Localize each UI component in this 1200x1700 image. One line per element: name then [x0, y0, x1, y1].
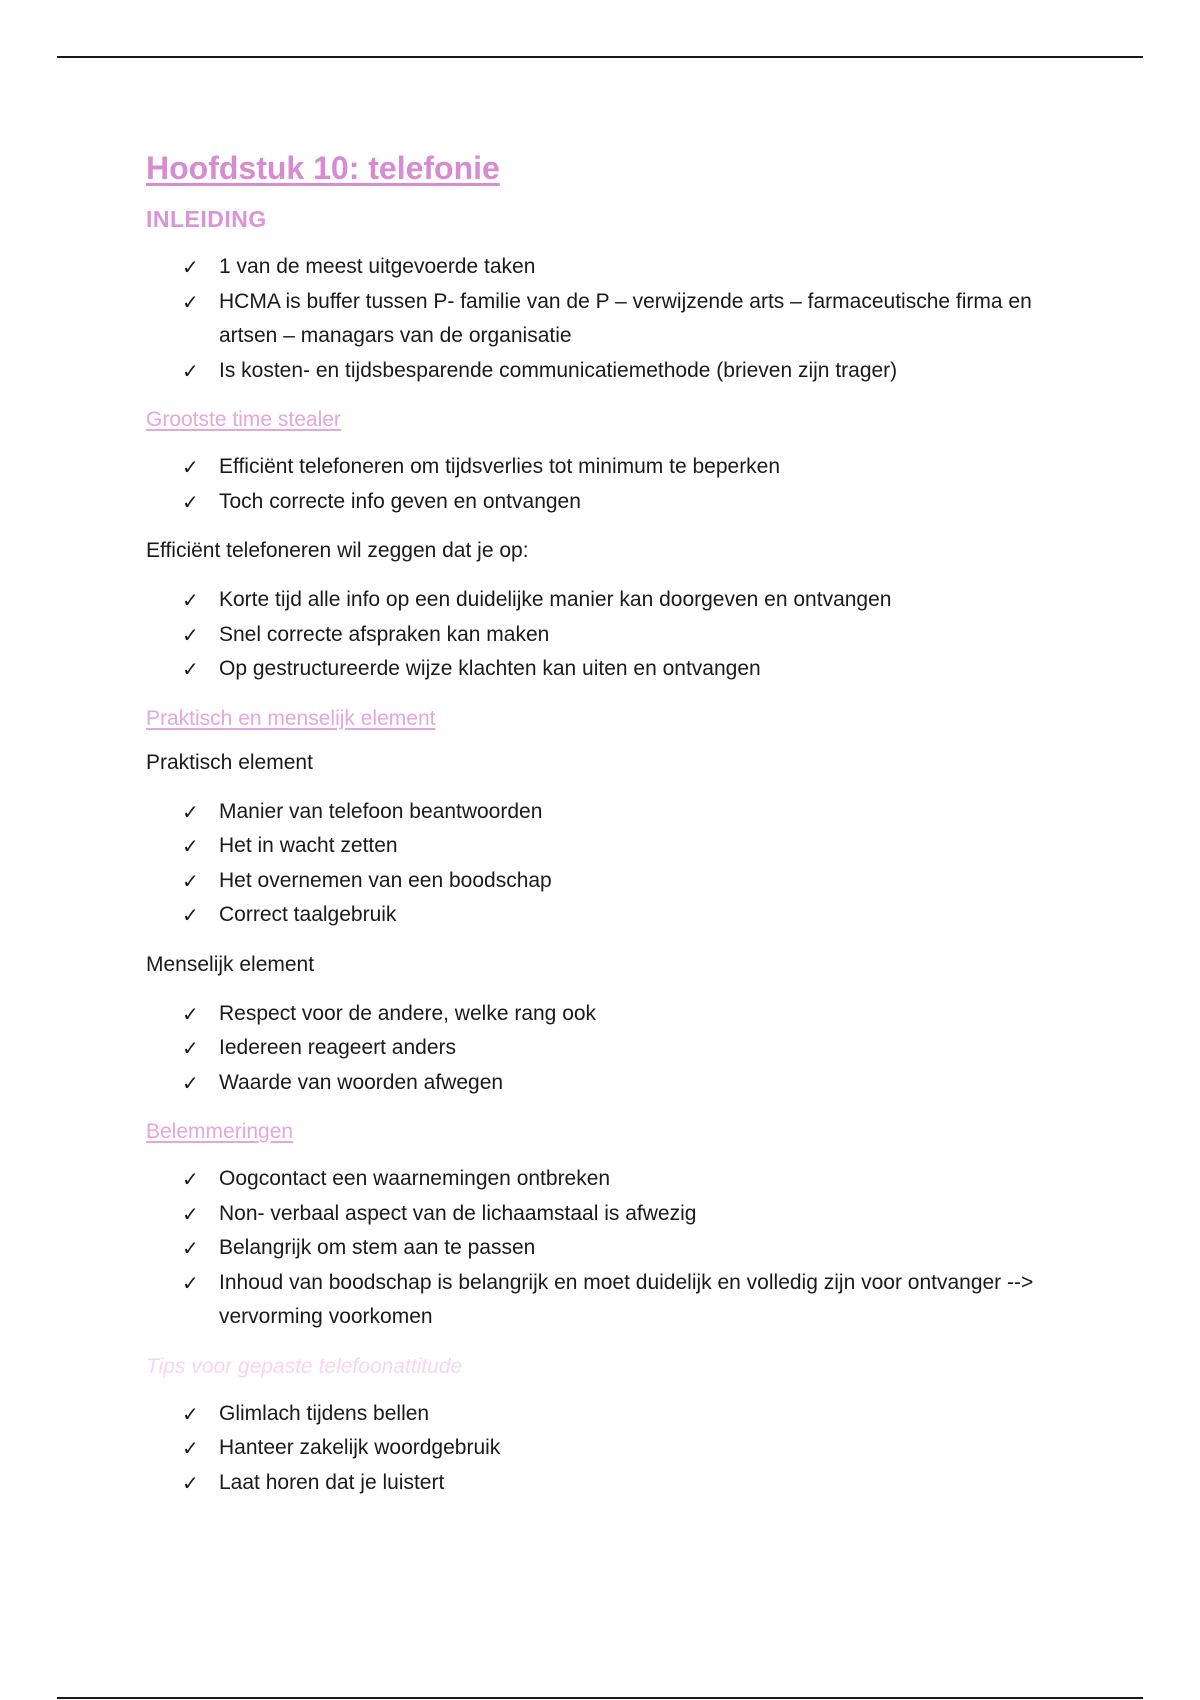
list-item-text: Respect voor de andere, welke rang ook — [219, 1001, 597, 1025]
list-item — [182, 583, 1086, 618]
checkmark-icon: ✓ — [182, 358, 199, 383]
list-menselijk — [146, 997, 1086, 1101]
list-item-text: Inhoud van boodschap is belangrijk en moet duidelijk en volledig zijn voor ontvanger --> vervorming voorkomen — [219, 1270, 1034, 1328]
list-item-text: Oogcontact een waarnemingen ontbreken — [219, 1167, 611, 1190]
checkmark-icon: ✓ — [182, 1001, 199, 1026]
list-item-text: Toch correcte info geven en ontvangen — [219, 489, 581, 513]
list-item-text: Het in wacht zetten — [219, 834, 398, 857]
list-item — [182, 1431, 1086, 1466]
label-praktisch: Praktisch element — [146, 750, 313, 774]
list-item-text: Correct taalgebruik — [219, 903, 397, 926]
page-title: Hoofdstuk 10: telefonie — [146, 150, 500, 186]
list-item-text: Snel correcte afspraken kan maken — [219, 622, 550, 646]
checkmark-icon: ✓ — [182, 255, 199, 279]
top-rule — [57, 56, 1143, 58]
list-item — [182, 1066, 1086, 1101]
list-praktisch — [146, 795, 1086, 933]
list-tips — [146, 1397, 1086, 1501]
section-heading-inleiding: INLEIDING — [146, 206, 267, 232]
checkmark-icon: ✓ — [182, 489, 199, 514]
list-item — [182, 354, 1086, 389]
subheading-time-stealer[interactable]: Grootste time stealer — [146, 408, 341, 431]
checkmark-icon: ✓ — [182, 1036, 199, 1060]
checkmark-icon: ✓ — [182, 1470, 199, 1495]
list-item-text: Glimlach tijdens bellen — [219, 1401, 430, 1425]
list-item — [182, 1231, 1086, 1266]
checkmark-icon: ✓ — [182, 622, 199, 647]
checkmark-icon: ✓ — [182, 834, 199, 858]
list-item — [182, 485, 1086, 520]
list-efficient — [146, 583, 1086, 687]
list-item-text: Op gestructureerde wijze klachten kan uiten en ontvangen — [219, 657, 761, 680]
list-item-text: Is kosten- en tijdsbesparende communicatiemethode (brieven zijn trager) — [219, 358, 898, 382]
list-item-text: Manier van telefoon beantwoorden — [219, 799, 543, 823]
checkmark-icon: ✓ — [182, 1270, 199, 1295]
list-item-text: Iedereen reageert anders — [219, 1036, 456, 1059]
list-item — [182, 795, 1086, 830]
checkmark-icon: ✓ — [182, 1401, 199, 1426]
list-item-text: Het overnemen van een boodschap — [219, 868, 552, 892]
list-item — [182, 864, 1086, 899]
checkmark-icon: ✓ — [182, 1201, 199, 1226]
list-item — [182, 1162, 1086, 1197]
list-item — [182, 1466, 1086, 1501]
checkmark-icon: ✓ — [182, 799, 199, 824]
checkmark-icon: ✓ — [182, 1070, 199, 1095]
list-time-stealer — [146, 450, 1086, 519]
list-item — [182, 1266, 1086, 1335]
subheading-elementen[interactable]: Praktisch en menselijk element — [146, 706, 436, 730]
label-menselijk: Menselijk element — [146, 952, 315, 976]
list-item-text: Belangrijk om stem aan te passen — [219, 1236, 536, 1259]
checkmark-icon: ✓ — [182, 289, 199, 314]
list-item — [182, 450, 1086, 485]
checkmark-icon: ✓ — [182, 1236, 199, 1260]
list-item-text: 1 van de meest uitgevoerde taken — [219, 255, 536, 278]
subheading-belemmeringen[interactable]: Belemmeringen — [146, 1120, 294, 1143]
checkmark-icon: ✓ — [182, 588, 199, 612]
list-inleiding — [146, 250, 1086, 388]
list-item-text: Korte tijd alle info op een duidelijke manier kan doorgeven en ontvangen — [219, 588, 892, 611]
checkmark-icon: ✓ — [182, 903, 199, 927]
paragraph-efficient-intro: Efficiënt telefoneren wil zeggen dat je op: — [146, 539, 529, 562]
checkmark-icon: ✓ — [182, 657, 199, 681]
checkmark-icon: ✓ — [182, 868, 199, 893]
document-body — [146, 146, 1086, 1518]
list-item — [182, 652, 1086, 687]
list-item — [182, 829, 1086, 864]
list-item — [182, 997, 1086, 1032]
list-item — [182, 618, 1086, 653]
list-item-text: Laat horen dat je luistert — [219, 1470, 445, 1494]
checkmark-icon: ✓ — [182, 1436, 199, 1460]
list-item-text: Non- verbaal aspect van de lichaamstaal is afwezig — [219, 1201, 697, 1225]
list-belemmeringen — [146, 1162, 1086, 1335]
list-item-text: Waarde van woorden afwegen — [219, 1070, 504, 1094]
list-item — [182, 250, 1086, 285]
subheading-tips[interactable]: Tips voor gepaste telefoonattitude — [146, 1354, 463, 1378]
list-item-text: Efficiënt telefoneren om tijdsverlies tot minimum te beperken — [219, 455, 781, 478]
bottom-rule — [57, 1697, 1143, 1699]
list-item — [182, 285, 1086, 354]
checkmark-icon: ✓ — [182, 1167, 199, 1191]
checkmark-icon: ✓ — [182, 455, 199, 479]
list-item — [182, 898, 1086, 933]
list-item-text: Hanteer zakelijk woordgebruik — [219, 1436, 501, 1459]
list-item — [182, 1197, 1086, 1232]
list-item-text: HCMA is buffer tussen P- familie van de P – verwijzende arts – farmaceutische firma en artsen – managars van de organisatie — [219, 289, 1032, 347]
list-item — [182, 1031, 1086, 1066]
list-item — [182, 1397, 1086, 1432]
